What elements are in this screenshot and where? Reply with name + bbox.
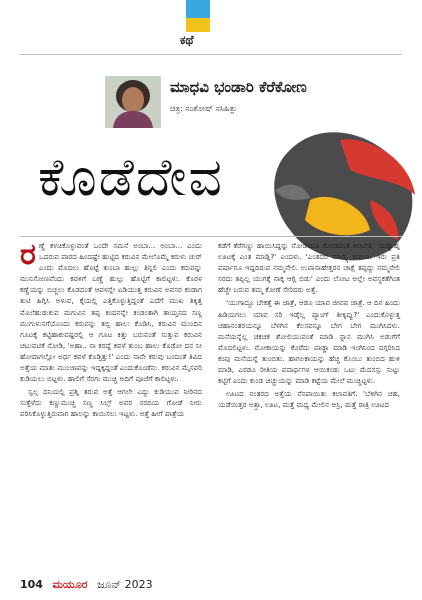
body-paragraph: ರಣ್ಣೆ ಕಳಚಿಕೊಳ್ಳುವಂತೆ ಒಂದೇ ಸಮನೆ ಅಂಬಾ... ಅಂಬಾ... ಎಂದು ಒದರುವ ಪಾರದ ಹಿಂದಷ್ಟೇ ಹುಟ್ಟಿದ ಕರುವಿನ ಮೇಲೊಮ್ಮೆ ಕರುಳು ಚುರ್ ಎಂದು ಮೊದಲು ಹೊಟ್ಟೆ ತುಂಬಾ ಹುಲ್ಲು ತಿನ್ನಲಿ ಎಂದು ಕರುವನ್ನು ಮುನಿಸೋಣವೆಂದು ಕವಳಿಗೆ ಬಣ್ಣೆ ಹುಲ್ಲು ಹೊಟ್ಟಿಗೆ ಕಾಲಿಟ್ಟಳು. ಕೊರಳ ಕಣ್ಣೆಯನ್ನು ಬಿಚ್ಚಲು ಕೊಡದಂತೆ ಆವಳನ್ನೇ ಏಡಿಯುತ್ತ ಕರುವಿನ ಅವಸರ ಕಂಡಾಗ ತುಟಿ ಹಿಗ್ಗಿಸಿ ಅಳುವ, ಕೈಯಲ್ಲಿ ಎತ್ತಿಕೊಳ್ಳುತ್ತಿದ್ದಂತೆ ಎದೆಗೆ ಮುಖ ತಿಕ್ಕಿತ್ತ ಮೊಲೆಹುಡುಕುವ ಮಗುವಿನ ತಪ್ಪ ಕಂದನನ್ನೇ ಕಂಡಂತಾಗಿ ತಾಯ್ತನದ ಸಣ್ಣ ಮುಗುಳುನಗೆಯೊಂದು ಕರುವನ್ನು ತಬ್ಬಿ ಹಾಲು ಕೊಡಿಸಿ, ಕರುವಿನ ಮುಂದಿನ ಗೂಟಕ್ಕೆ ಕಟ್ಟಿಹಾಕುವಷ್ಟರಲ್ಲಿ ಆ ಗೂಟ ಕಿತ್ತು ಬರುವಂತೆ ಸುತ್ತುವ ಕರುವಿನ ಚಟುವಟಿಕೆ ನೋಡಿ, 'ಅಹಾ.. ನಾ ಕರದ್ದೆ ಕವಳೆ ತುಂಬ ಹಾಲು ಕೊಡೋ ದನ ನೀ ಹೋದಾಗಲ್ಲೋ ಅರ್ಧ ಕವಳೆ ಕೊಡ್ತಿತ್ತು!' ಎಂದು ನಾನೇ ಕರುವು ಬಂದಂತೆ ತಿವಿದ ಅತ್ತೆಯ ಮಾತು ಮುಂಜಾವನ್ನು ಇದ್ದಕ್ಕಿದ್ದಂತೆ ಎಂದುಕೊಂಡೆನು. ಕರುವಿನ ಮೈಸವರಿ ಕುಡಿಯಲು ಬಿಟ್ಟಳು. ಹಾಲಿಗೆ ಸೆರಗು ಮುಚ್ಚಿ ಅದಿಗೆ ಪೂಜೆಗೆ ಕಾಲಿಟ್ಟಳು. <box>20 237 202 384</box>
body-paragraph: ಕಡೆಗೆ ತೆರೆಗಣ್ಣು ಹಾಯಿಸಿದ್ದನ್ನು ನೋಡಿಯೂ ನೋಡದಂತೆ ಕಲಾವತಿ, 'ಮಧ್ಯಾಹ್ನ ಊಟಕ್ಕೆ ಎಂತ ಮಾಡ್ಲಿ?' ಎಂದಳು. 'ಎಂತದರ ಮಾಡ್ಕ್ಕ ಕಮಲಾ. ಇರು ಪ್ರತಿ ವರ್ಷಾನೂ ಇದ್ದದಿರುವ ನಮ್ಮನೇಲಿ. ಉಪಾಸಾಹೇತ್ತರನ ಚಾಕ್ಷೆ ತಪ್ಪದ್ದು ನಮ್ಮನೇಲಿ ಸರದು ತಪ್ಪಿಲ್ಲ ಯುಗಕ್ಕೆ ನಾಕ್ಕ ಆಗ್ಲಿ ಬಿಡು' ಎಂದು ಲೋಟ ಅಲ್ಲೇ ಅವಸ್ಥಕತೆಗಿಂತ ಹೆಚ್ಚೇ ಬರುವ ತಮ್ಮ ಕೋಣೆ ಸೇರಿದರು ಅತ್ತೆ. <box>218 241 400 295</box>
body-paragraph: ಊಟದ ನಂತರದ ಅತ್ತೆಯ ನೆನಪಾಯಿತು ಕಲಾವತಿಗೆ. 'ಬೆಳಿಗಿನ ಚಹ, ಯಡೆಯಿತ್ತರ ಅತ್ತಾ, ಊಟ, ಮತ್ತೆ ಮಧ್ಯ ಮೇಲಿನ ಆಸ್ರಿ, ಮತ್ತೆ ರಾತ್ರಿ ಊಟದ <box>218 389 400 410</box>
body-paragraph: ಸ್ವಲ್ಪ ದನಿಯಲ್ಲಿ ಪ್ರಶ್ನಿ ತರುವ ಅತ್ತೆ ಆಗಲೇ ಎದ್ದು ಕುಡಿಯುವ ನೀರಿನದ ಸುತ್ತೆಳೆದು ಕಣ್ಣುಮುಚ್ಚಿ ಸಣ್ಣ ಸಿಲ್ಸ್ ಅವರ ಸರದಿಯ ಗೋಡೆ ನೀರು ಪರಿಸಿಕೊಳ್ಳುತ್ತಿರುವಾಗ ಹಾಲನ್ನು ಕಾಯಿಸಲು ಇಟ್ಟಳು. ಅತ್ತೆ ಹೀಗೆ ಪಾತ್ರೆಯ <box>20 387 202 419</box>
body-paragraph: 'ಯುಗಾದ್ದೂ ಬೇಕತ್ತೆ ಈ ಜಾತ್ರೆ, ಆಡೂ ಯಾವ ಜೀವವ ಜಾತ್ರೆ. ಆ ದಿನ ಹಿಂದು ಹಿಡಿಯಗಲು ಯಾವ ಸರಿ ಇಡ್ಕೆಲ್ಲ ಪ್ಯಾಂಗ್ ತೀಕ್ಕಿವ್ವು?' ಎಂದುಕೊಳ್ಳುತ್ತ ಚಹಾನಂತರಯನ್ನೂ ಬೆಳಗಿನ ಕೆಲಸವನ್ನೂ ಬೇಗ ಬೇಗ ಮುಗಿಸಿದಳು. ಮನೆಯನ್ನೆಲ್ಲ ಚಕಚಕ ಶೋಲಿಯುವಂತೆ ಮಾಡಿ ಸ್ನಾನ ಮುಗಿಸಿ ಅಡುಗೆಗೆ ಮೊದಲಿಟ್ಟಳು. ಮೋಕಾಯನ್ನು ಕೊರೆದು ಪಾಡ್ಡಾ ಮಾಡಿ ಇಂಗಿನಿಂದ ವಗ್ಗರಿಸಿದ ಕಂಪು ಮನೆಯನ್ನೆ ತುಂಬಿತು. ಹಾಗಲಕಾಯನ್ನು ಹೆಚ್ಚಿ ಕೊಂಬು ತುಂಬಿದ ಹುಳಿ ಮಾಡಿ, ಎರಡೂ ರೀತಿಯ ಪದಾರ್ಥಗಳ ಆಯಿಕಂಡು ಒಟು ಮೆದಸಸ್ಸು ಸುಟ್ಟು ಕಟ್ಟಿಗೆ ಎಂದು ಕುಂಡ ಚಿಚ್ಚುಯನ್ನು ಮಾಡಿ ಕಟ್ಟೆಯ ಮೇಲೆ ಮುಚ್ಚಿಟ್ಟಳು. <box>218 298 400 386</box>
page-number: 104 <box>20 578 43 591</box>
drop-cap: ರ <box>20 237 36 272</box>
story-title: ಕೊಡೆದೇವ <box>38 148 224 208</box>
issue-date: ಜೂನ್ 2023 <box>97 578 153 591</box>
page-footer <box>20 578 153 592</box>
body-divider <box>20 236 402 237</box>
section-label: ಕಥೆ <box>180 33 194 47</box>
author-name: ಮಾಧವಿ ಭಂಡಾರಿ ಕೆರೆಕೋಣ <box>170 78 307 96</box>
header-divider <box>20 54 402 55</box>
body-column-left <box>20 237 202 422</box>
body-column-right <box>218 240 400 412</box>
section-color-bar-yellow <box>186 18 210 32</box>
author-photo <box>105 76 161 128</box>
magazine-name: ಮಯೂರ <box>52 578 88 591</box>
illustration-credit: ಚಿತ್ರ: ಸಂತೋಷ್ ಸಸಿಹಿತ್ಲು <box>170 104 238 113</box>
section-color-bar-blue <box>186 0 210 18</box>
